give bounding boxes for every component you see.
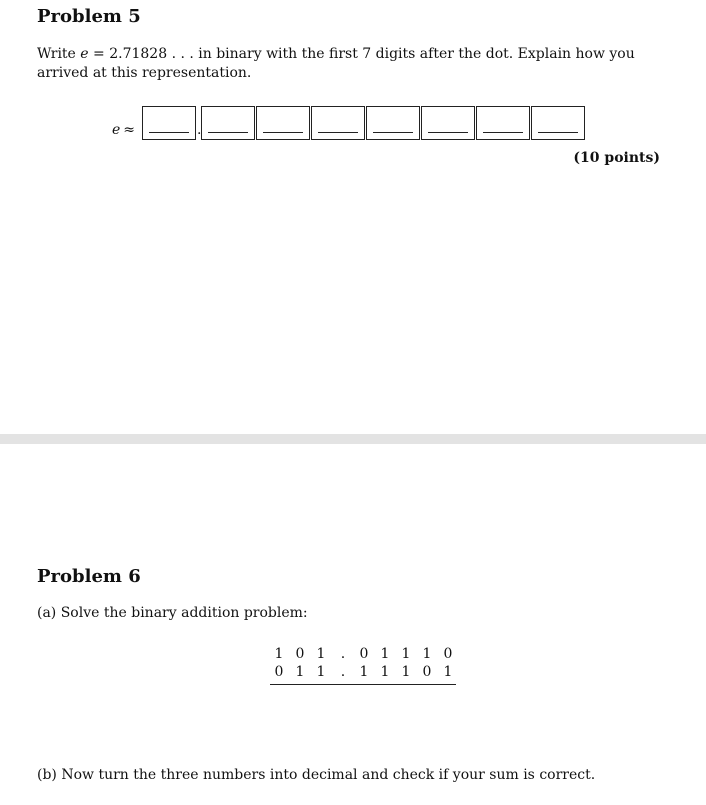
problem-5-title: Problem 5 <box>37 6 141 27</box>
answer-box-6[interactable] <box>476 106 530 140</box>
problem-6-title: Problem 6 <box>37 566 141 587</box>
math-e: e <box>80 46 89 62</box>
bit-cell: 1 <box>380 646 390 662</box>
binary-point: . <box>197 122 202 138</box>
answer-box-7[interactable] <box>531 106 585 140</box>
answer-box-2[interactable] <box>256 106 310 140</box>
bit-cell: 0 <box>443 646 453 662</box>
statement-prefix: Write <box>37 46 81 62</box>
bit-cell: 0 <box>295 646 305 662</box>
statement-suffix: = 2.71828 . . . in binary with the first 7 digits after the dot. Explain how you arrived at this representation. <box>37 46 635 81</box>
page-2 <box>0 444 706 805</box>
e-symbol: e <box>112 122 121 138</box>
bit-cell: 1 <box>380 664 390 680</box>
bit-cell: 1 <box>422 646 432 662</box>
problem-5-statement <box>37 45 667 83</box>
bit-cell: 1 <box>401 664 411 680</box>
problem-6-part-a: (a) Solve the binary addition problem: <box>37 605 308 621</box>
bit-cell: 1 <box>316 664 326 680</box>
bit-cell: 1 <box>295 664 305 680</box>
sum-rule <box>270 684 456 685</box>
points-label: (10 points) <box>573 150 660 166</box>
bit-cell: . <box>340 646 346 662</box>
approx-symbol: ≈ <box>123 122 136 138</box>
bit-cell: . <box>340 664 346 680</box>
answer-box-4[interactable] <box>366 106 420 140</box>
problem-6-part-b: (b) Now turn the three numbers into decimal and check if your sum is correct. <box>37 767 596 783</box>
answer-box-integer[interactable] <box>142 106 196 140</box>
bit-cell: 0 <box>274 664 284 680</box>
bit-cell: 0 <box>359 646 369 662</box>
bit-cell: 0 <box>422 664 432 680</box>
answer-box-1[interactable] <box>201 106 255 140</box>
answer-box-3[interactable] <box>311 106 365 140</box>
bit-cell: 1 <box>401 646 411 662</box>
page-separator <box>0 434 706 444</box>
bit-cell: 1 <box>274 646 284 662</box>
bit-cell: 1 <box>359 664 369 680</box>
bit-cell: 1 <box>316 646 326 662</box>
bit-cell: 1 <box>443 664 453 680</box>
e-approx-label <box>112 122 135 138</box>
answer-box-5[interactable] <box>421 106 475 140</box>
